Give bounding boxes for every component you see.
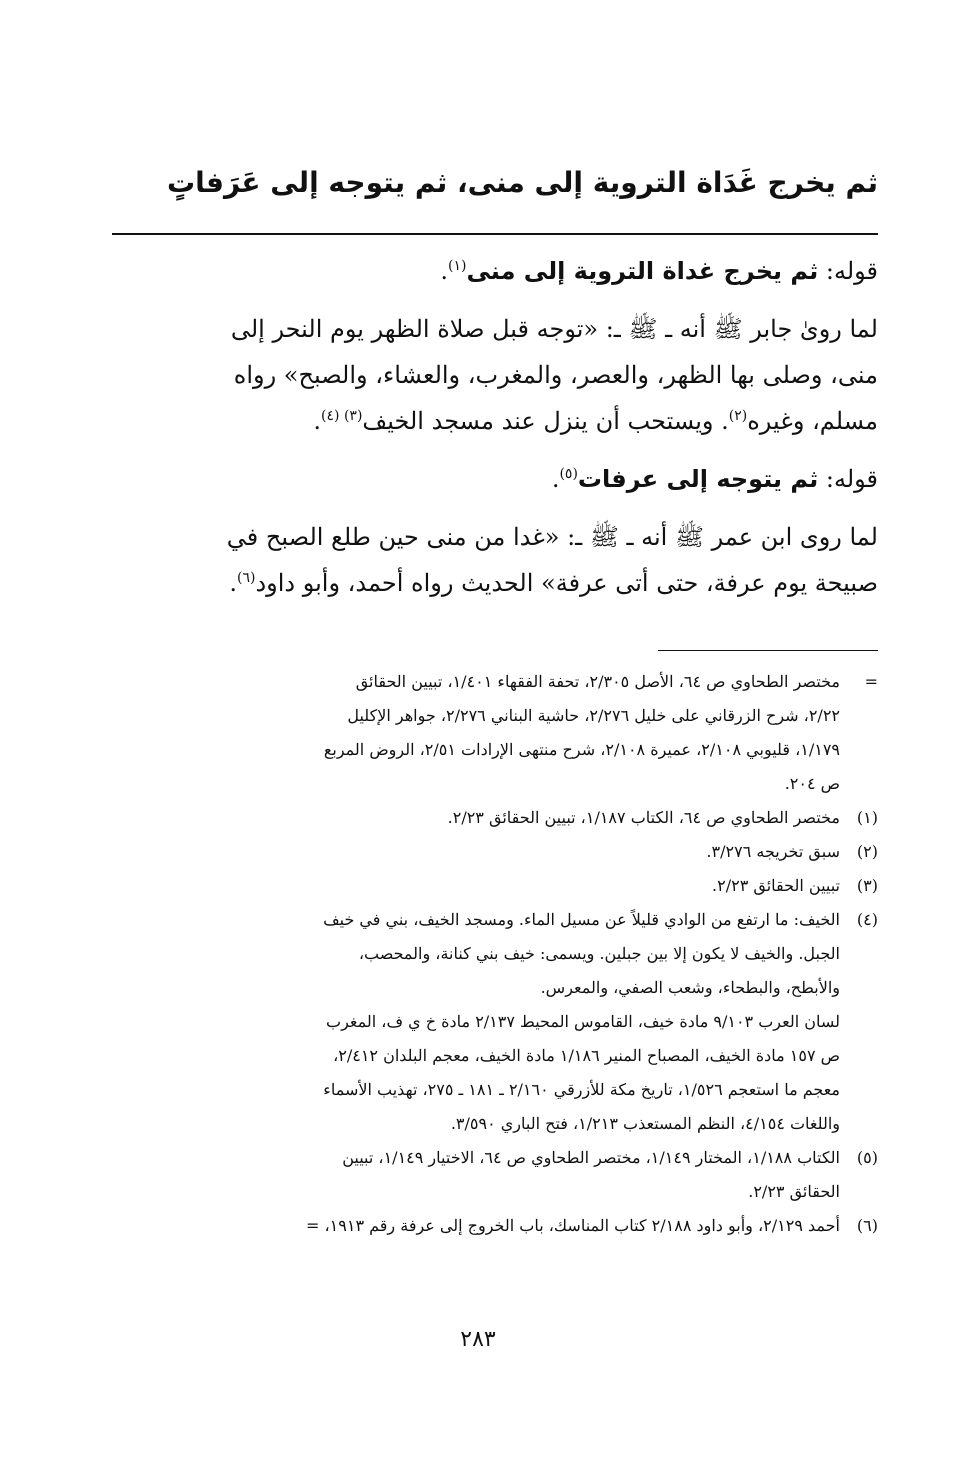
footnote-line: الخيف: ما ارتفع من الوادي قليلاً عن مسيل الماء. ومسجد الخيف، بني في خيف xyxy=(323,910,840,929)
footnote xyxy=(112,1141,878,1209)
footnote-line: سبق تخريجه ٣/٢٧٦. xyxy=(706,842,840,861)
footnote-line: ص ١٥٧ مادة الخيف، المصباح المنير ١/١٨٦ مادة الخيف، معجم البلدان ٢/٤١٢، xyxy=(333,1046,840,1065)
footnote-line: تبيين الحقائق ٢/٢٣. xyxy=(712,876,840,895)
text-line: منى، وصلى بها الظهر، والعصر، والمغرب، والعشاء، والصبح» رواه xyxy=(233,361,878,389)
footnote xyxy=(112,835,878,869)
footnote-line: ص ٢٠٤. xyxy=(784,774,840,793)
paragraph xyxy=(112,306,878,444)
footnote-number: (٣) xyxy=(856,876,878,895)
heading-label: قوله: xyxy=(825,465,878,493)
footnote xyxy=(112,903,878,1141)
footnote-line: ١/١٧٩، قليوبي ٢/١٠٨، عميرة ٢/١٠٨، شرح منتهى الإرادات ٢/٥١، الروض المربع xyxy=(323,740,840,759)
footnote-line: مختصر الطحاوي ص ٦٤، الكتاب ١/١٨٧، تبيين الحقائق ٢/٢٣. xyxy=(447,808,840,827)
footnote-number: (٤) xyxy=(856,910,878,929)
footnote-text xyxy=(112,869,840,903)
footnote-text xyxy=(112,835,840,869)
section-heading xyxy=(112,456,878,502)
text-fragment: . ويستحب أن ينزل عند مسجد الخيف xyxy=(362,407,729,435)
footnote-ref: (٦) xyxy=(236,570,256,586)
footnote-text xyxy=(112,1141,840,1209)
text-fragment: . xyxy=(229,569,237,597)
footnote-line: أحمد ٢/١٢٩، وأبو داود ٢/١٨٨ كتاب المناسك، باب الخروج إلى عرفة رقم ١٩١٣، = xyxy=(306,1216,840,1235)
heading-end: . xyxy=(551,465,560,493)
footnote-text xyxy=(112,903,840,1141)
footnote-number: (٦) xyxy=(856,1216,878,1235)
footnote-line: ٢/٢٢، شرح الزرقاني على خليل ٢/٢٧٦، حاشية البناني ٢/٢٧٦، جواهر الإكليل xyxy=(347,706,840,725)
footnote xyxy=(112,1209,878,1243)
footnote-number: (٢) xyxy=(856,842,878,861)
footnote-line: معجم ما استعجم ١/٥٢٦، تاريخ مكة للأزرقي ٢/١٦٠ ـ ١٨١ ـ ٢٧٥، تهذيب الأسماء xyxy=(323,1080,840,1099)
footnote-text xyxy=(112,1209,840,1243)
footnote-ref: (٣) (٤) xyxy=(321,408,363,424)
footnote-line: الكتاب ١/١٨٨، المختار ١/١٤٩، مختصر الطحاوي ص ٦٤، الاختيار ١/١٤٩، تبيين xyxy=(342,1148,840,1167)
footnote xyxy=(112,801,878,835)
footnote-ref: (١) xyxy=(448,258,467,274)
footnotes xyxy=(112,665,878,1243)
footnote-line: الجبل. والخيف لا يكون إلا بين جبلين. ويسمى: خيف بني كنانة، والمحصب، xyxy=(358,944,840,963)
heading-end: . xyxy=(440,257,449,285)
section-heading xyxy=(112,248,878,294)
page-number: ٢٨٣ xyxy=(460,1327,496,1352)
text-line xyxy=(229,569,878,597)
paragraph xyxy=(112,514,878,606)
footnote-line: الحقائق ٢/٢٣. xyxy=(748,1182,840,1201)
header-rule xyxy=(112,233,878,235)
text-line xyxy=(313,407,878,435)
text-fragment: . xyxy=(313,407,322,435)
footnote-number: (٥) xyxy=(856,1148,878,1167)
footnote-line: واللغات ٤/١٥٤، النظم المستعذب ١/٢١٣، فتح الباري ٣/٥٩٠. xyxy=(450,1114,840,1133)
footnote-text xyxy=(112,665,840,801)
footnote-ref: (٥) xyxy=(559,466,578,482)
footnote xyxy=(112,869,878,903)
heading-quote: ثم يتوجه إلى عرفات xyxy=(577,465,819,493)
footnote-ref: (٢) xyxy=(728,408,748,424)
footnote-number: = xyxy=(864,672,878,691)
heading-quote: ثم يخرج غداة التروية إلى منى xyxy=(466,257,819,285)
text-fragment: صبيحة يوم عرفة، حتى أتى عرفة» الحديث رواه أحمد، وأبو داود xyxy=(255,569,878,597)
footnote-line: مختصر الطحاوي ص ٦٤، الأصل ٢/٣٠٥، تحفة الفقهاء ١/٤٠١، تبيين الحقائق xyxy=(355,672,840,691)
footnote-line: والأبطح، والبطحاء، وشعب الصفي، والمعرس. xyxy=(540,978,840,997)
running-head: ثم يخرج غَدَاة التروية إلى منى، ثم يتوجه إلى عَرَفاتٍ xyxy=(166,166,878,199)
footnote-rule xyxy=(658,650,878,651)
text-line: لما روىٰ جابر ﷺ أنه ـ ﷺ ـ: «توجه قبل صلاة الظهر يوم النحر إلى xyxy=(230,315,878,343)
main-text xyxy=(112,248,878,606)
text-line: لما روى ابن عمر ﷺ أنه ـ ﷺ ـ: «غدا من منى حين طلع الصبح في xyxy=(226,523,878,551)
text-fragment: مسلم، وغيره xyxy=(747,407,878,435)
footnote-line: لسان العرب ٩/١٠٣ مادة خيف، القاموس المحيط ٢/١٣٧ مادة خ ي ف، المغرب xyxy=(326,1012,840,1031)
footnote xyxy=(112,665,878,801)
footnote-text xyxy=(112,801,840,835)
heading-label: قوله: xyxy=(825,257,878,285)
footnote-number: (١) xyxy=(856,808,878,827)
